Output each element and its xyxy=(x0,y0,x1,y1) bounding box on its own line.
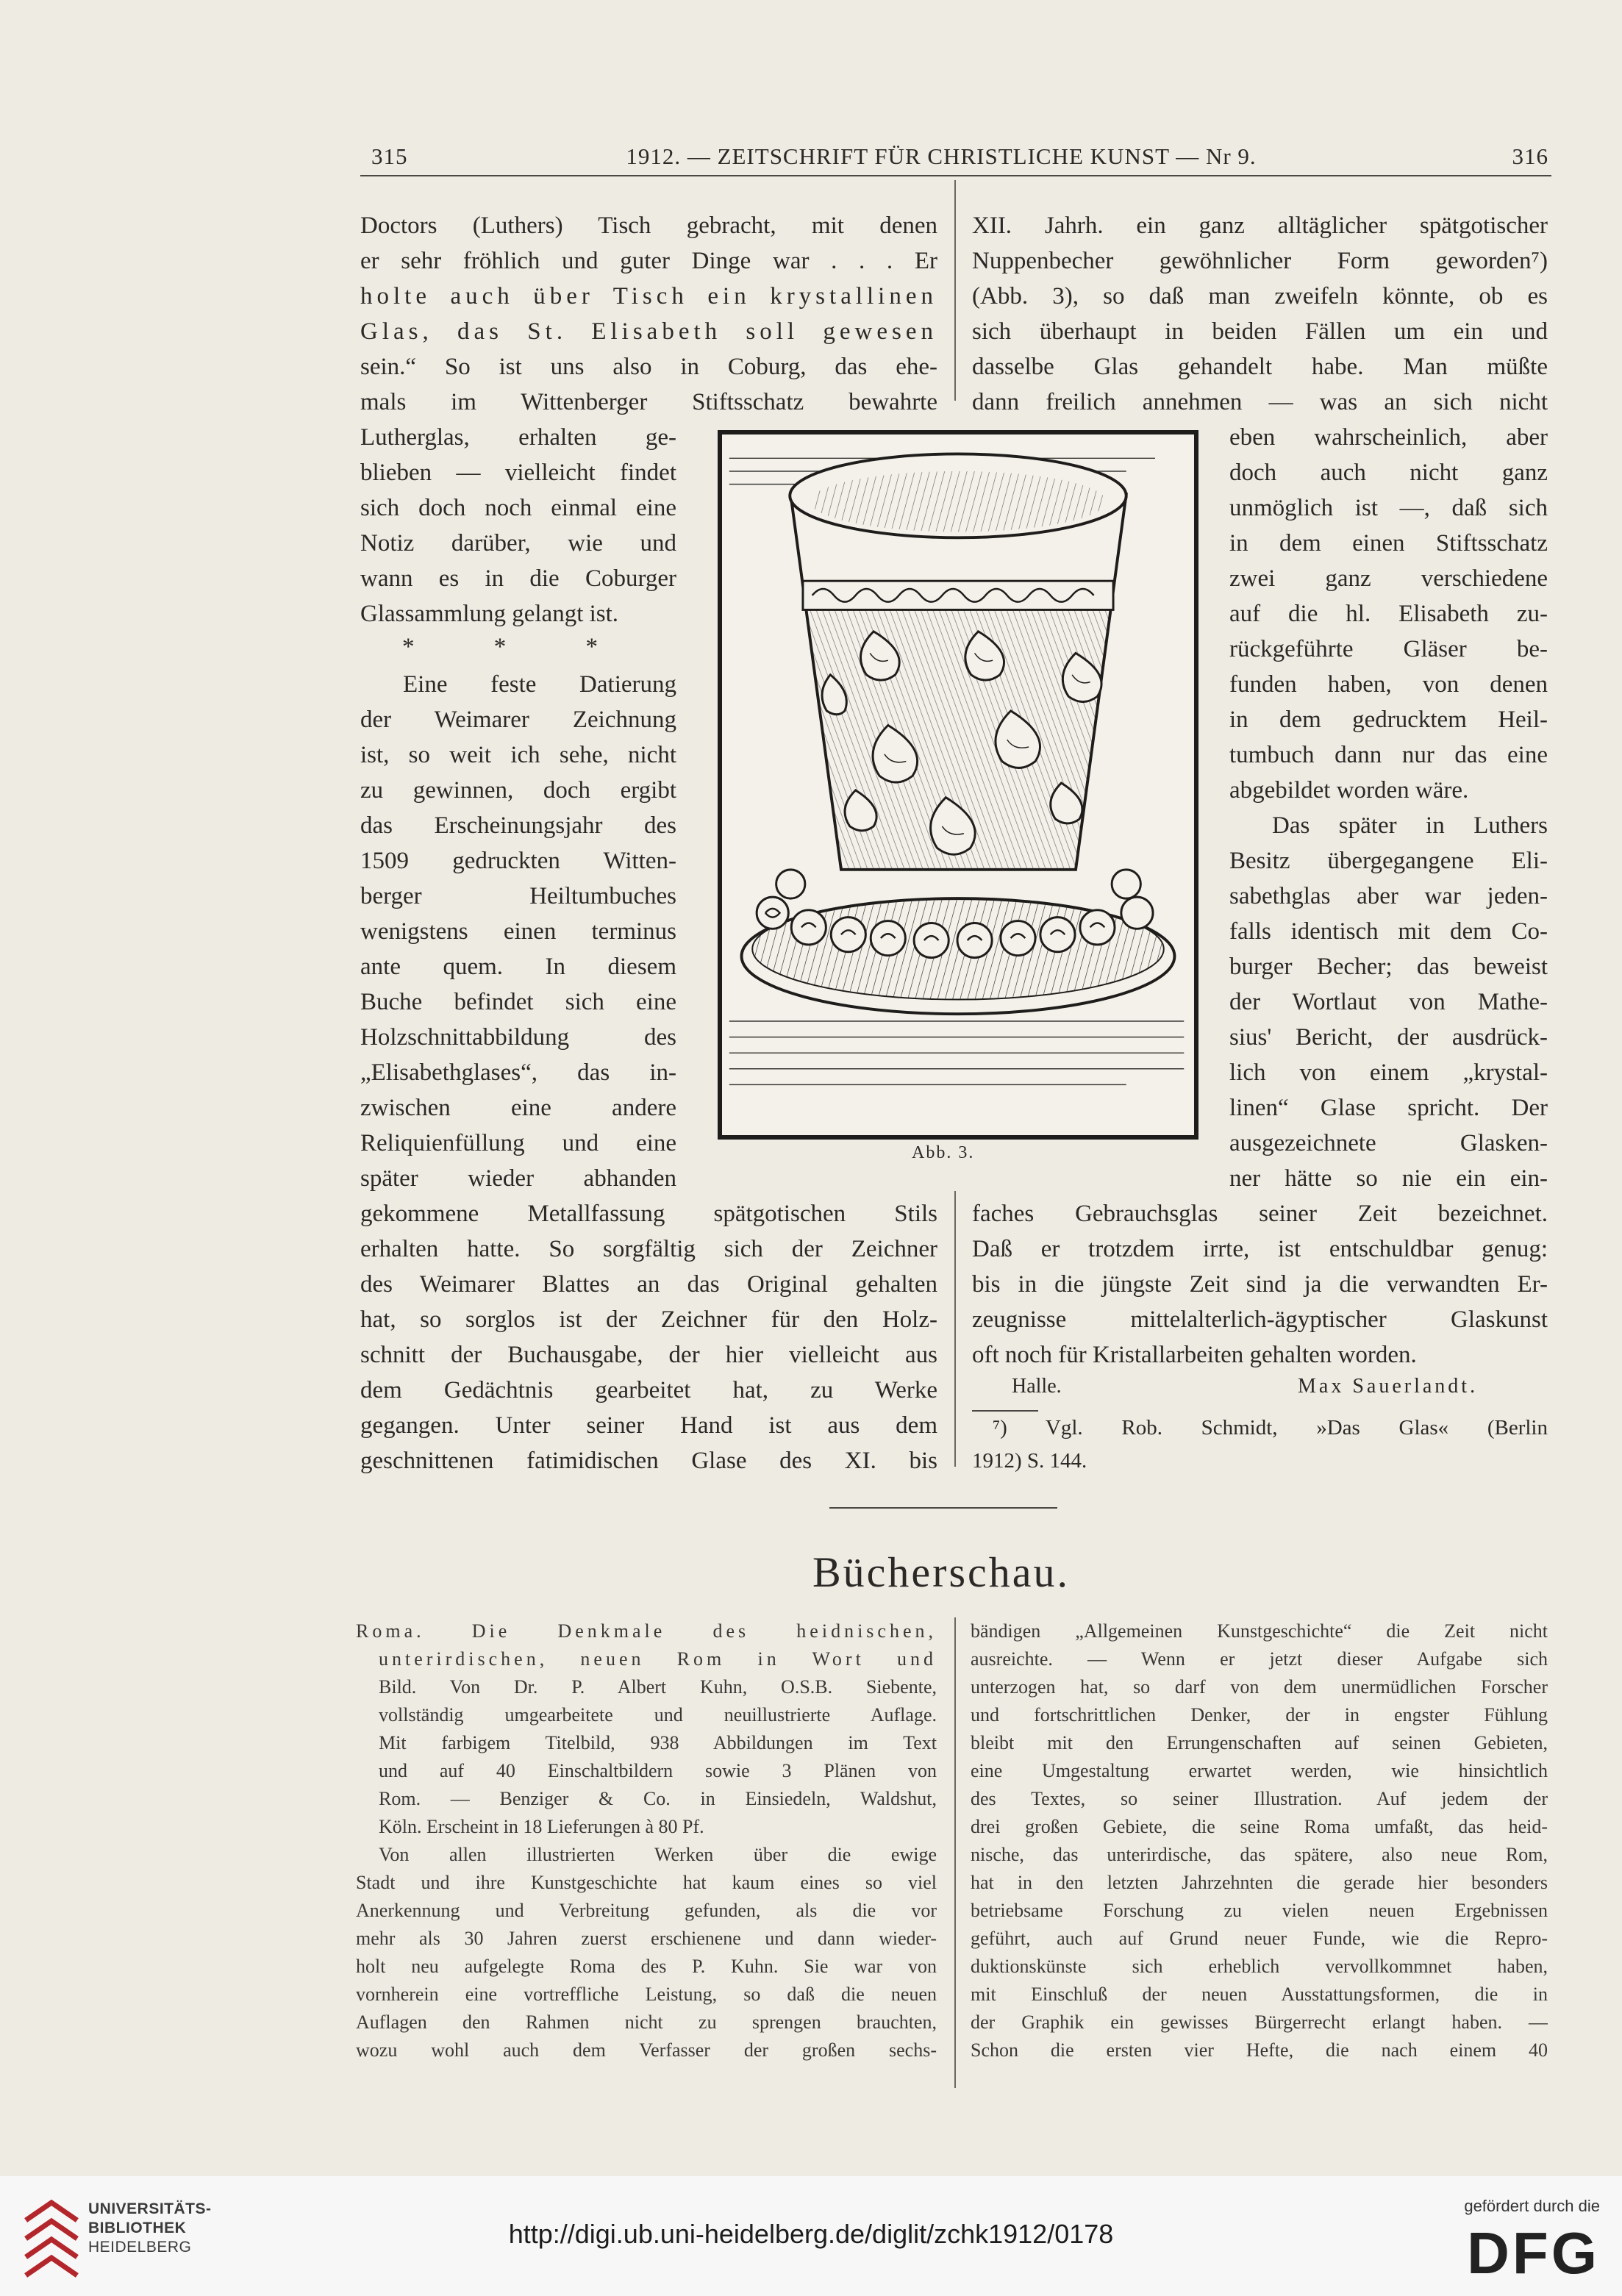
text-line: dasselbe Glas gehandelt habe. Man müßte xyxy=(972,354,1548,380)
text-line: holte auch über Tisch ein krystallinen xyxy=(360,283,937,310)
text-line: der Weimarer Zeichnung xyxy=(360,707,676,733)
text-line: ist, so weit ich sehe, nicht xyxy=(360,742,676,768)
review-line: Auflagen den Rahmen nicht zu sprengen brauchten, xyxy=(356,2011,937,2033)
text-line: zwei ganz verschiedene xyxy=(1229,565,1548,592)
review-line: mit Einschluß der neuen Ausstattungsformen, die in xyxy=(971,1984,1548,2005)
text-line: Daß er trotzdem irrte, ist entschuldbar genug: xyxy=(972,1236,1548,1262)
review-line: vollständig umgearbeitete und neuillustrierte Auflage. xyxy=(379,1704,937,1725)
text-line: sius' Bericht, der ausdrück- xyxy=(1229,1024,1548,1051)
text-line: Eine feste Datierung xyxy=(403,671,676,698)
beaker-illustration xyxy=(722,434,1194,1135)
text-line: eben wahrscheinlich, aber xyxy=(1229,424,1548,451)
review-line: geführt, auch auf Grund neuer Funde, wie die Repro- xyxy=(971,1928,1548,1949)
text-line: gekommene Metallfassung spätgotischen Stils xyxy=(360,1201,937,1227)
text-line: faches Gebrauchsglas seiner Zeit bezeichnet. xyxy=(972,1201,1548,1227)
running-title: 1912. — ZEITSCHRIFT FÜR CHRISTLICHE KUNST — Nr 9. xyxy=(626,143,1257,169)
text-line: Holzschnittabbildung des xyxy=(360,1024,676,1051)
text-line: ausgezeichnete Glasken- xyxy=(1229,1130,1548,1156)
text-line: sich überhaupt in beiden Fällen um ein und xyxy=(972,318,1548,345)
review-line: unterirdischen, neuen Rom in Wort und xyxy=(379,1648,937,1670)
text-line: ante quem. In diesem xyxy=(360,954,676,980)
signature-author: Max Sauerlandt. xyxy=(1298,1375,1479,1398)
text-line: sich doch noch einmal eine xyxy=(360,495,676,521)
text-line: lich von einem „krystal- xyxy=(1229,1059,1548,1086)
review-line: nische, das unterirdische, das spätere, also neue Rom, xyxy=(971,1844,1548,1865)
text-line: Notiz darüber, wie und xyxy=(360,530,676,557)
footnote-line: 1912) S. 144. xyxy=(972,1449,1087,1473)
review-line: hat in den letzten Jahrzehnten die gerade hier besonders xyxy=(971,1872,1548,1893)
review-line: Stadt und ihre Kunstgeschichte hat kaum eines so viel xyxy=(356,1872,937,1893)
column-divider-top xyxy=(954,180,956,401)
funding-note: gefördert durch die xyxy=(1464,2197,1600,2215)
review-line: der Graphik ein gewisses Bürgerrecht erlangt haben. — xyxy=(971,2011,1548,2033)
text-line: zu gewinnen, doch ergibt xyxy=(360,777,676,804)
text-line: wann es in die Coburger xyxy=(360,565,676,592)
text-line: hat, so sorglos ist der Zeichner für den Holz- xyxy=(360,1306,937,1333)
page-number-left: 315 xyxy=(371,143,408,169)
review-line: mehr als 30 Jahren zuerst erschienene und dann wieder- xyxy=(356,1928,937,1949)
section-title: Bücherschau. xyxy=(812,1548,1071,1596)
library-name-line: HEIDELBERG xyxy=(88,2239,192,2256)
text-line: in dem einen Stiftsschatz xyxy=(1229,530,1548,557)
text-line: blieben — vielleicht findet xyxy=(360,459,676,486)
figure-caption: Abb. 3. xyxy=(912,1143,975,1162)
text-line: bis in die jüngste Zeit sind ja die verwandten Er- xyxy=(972,1271,1548,1298)
text-line: 1509 gedruckten Witten- xyxy=(360,848,676,874)
review-line: Mit farbigem Titelbild, 938 Abbildungen im Text xyxy=(379,1732,937,1753)
signature-place: Halle. xyxy=(1012,1375,1062,1398)
text-line: erhalten hatte. So sorgfältig sich der Zeichner xyxy=(360,1236,937,1262)
review-line: und auf 40 Einschaltbildern sowie 3 Plänen von xyxy=(379,1760,937,1781)
text-line: (Abb. 3), so daß man zweifeln könnte, ob es xyxy=(972,283,1548,310)
review-line: Roma. Die Denkmale des heidnischen, xyxy=(356,1620,937,1642)
woodcut-figure xyxy=(718,430,1198,1140)
text-line: abgebildet worden wäre. xyxy=(1229,777,1469,804)
text-line: doch auch nicht ganz xyxy=(1229,459,1548,486)
text-line: Nuppenbecher gewöhnlicher Form geworden⁷) xyxy=(972,248,1548,274)
text-line: des Weimarer Blattes an das Original gehalten xyxy=(360,1271,937,1298)
review-line: holt neu aufgelegte Roma des P. Kuhn. Sie war von xyxy=(356,1956,937,1977)
text-line: zeugnisse mittelalterlich-ägyptischer Glaskunst xyxy=(972,1306,1548,1333)
text-line: rückgeführte Gläser be- xyxy=(1229,636,1548,662)
page-number-right: 316 xyxy=(1512,143,1548,169)
text-line: burger Becher; das beweist xyxy=(1229,954,1548,980)
text-line: Buche befindet sich eine xyxy=(360,989,676,1015)
review-line: unterzogen hat, so darf von dem unermüdlichen Forscher xyxy=(971,1676,1548,1698)
text-line: dem Gedächtnis gearbeitet hat, zu Werke xyxy=(360,1377,937,1403)
library-name-line: BIBLIOTHEK xyxy=(88,2220,187,2236)
review-line: Schon die ersten vier Hefte, die nach einem 40 xyxy=(971,2039,1548,2061)
permalink-url[interactable]: http://digi.ub.uni-heidelberg.de/diglit/zchk1912/0178 xyxy=(508,2219,1114,2249)
column-divider-review xyxy=(954,1617,956,2088)
text-line: linen“ Glase spricht. Der xyxy=(1229,1095,1548,1121)
section-rule xyxy=(829,1507,1057,1509)
header-rule xyxy=(360,175,1551,176)
text-line: „Elisabethglases“, das in- xyxy=(360,1059,676,1086)
text-line: der Wortlaut von Mathe- xyxy=(1229,989,1548,1015)
text-line: dann freilich annehmen — was an sich nicht xyxy=(972,389,1548,415)
text-line: schnitt der Buchausgabe, der hier vielleicht aus xyxy=(360,1342,937,1368)
text-line: später wieder abhanden xyxy=(360,1165,676,1192)
text-line: mals im Wittenberger Stiftsschatz bewahrte xyxy=(360,389,937,415)
text-line: Glassammlung gelangt ist. xyxy=(360,601,619,627)
library-name-line: UNIVERSITÄTS- xyxy=(88,2200,212,2217)
text-line: Besitz übergegangene Eli- xyxy=(1229,848,1548,874)
review-line: vornherein eine vortreffliche Leistung, so daß die neuen xyxy=(356,1984,937,2005)
text-line: sabethglas aber war jeden- xyxy=(1229,883,1548,909)
text-line: Lutherglas, erhalten ge- xyxy=(360,424,676,451)
review-line: Von allen illustrierten Werken über die ewige xyxy=(379,1844,937,1865)
text-line: er sehr fröhlich und guter Dinge war . . . Er xyxy=(360,248,937,274)
review-line: ausreichte. — Wenn er jetzt dieser Aufgabe sich xyxy=(971,1648,1548,1670)
review-line: duktionskünste sich erheblich vervollkommnet haben, xyxy=(971,1956,1548,1977)
review-line: bleibt mit den Errungenschaften auf seinen Gebieten, xyxy=(971,1732,1548,1753)
review-line: betriebsame Forschung zu vielen neuen Ergebnissen xyxy=(971,1900,1548,1921)
text-line: tumbuch dann nur das eine xyxy=(1229,742,1548,768)
review-line: bändigen „Allgemeinen Kunstgeschichte“ die Zeit nicht xyxy=(971,1620,1548,1642)
text-line: Doctors (Luthers) Tisch gebracht, mit denen xyxy=(360,212,937,239)
review-line: eine Umgestaltung erwartet werden, wie hinsichtlich xyxy=(971,1760,1548,1781)
asterism: * * * xyxy=(402,634,635,660)
review-line: Bild. Von Dr. P. Albert Kuhn, O.S.B. Siebente, xyxy=(379,1676,937,1698)
text-line: Das später in Luthers xyxy=(1272,812,1548,839)
review-line: wozu wohl auch dem Verfasser der großen sechs- xyxy=(356,2039,937,2061)
text-line: ner hätte so nie ein ein- xyxy=(1229,1165,1548,1192)
text-line: unmöglich ist —, daß sich xyxy=(1229,495,1548,521)
review-line: des Textes, so seiner Illustration. Auf jedem der xyxy=(971,1788,1548,1809)
review-line: Rom. — Benziger & Co. in Einsiedeln, Waldshut, xyxy=(379,1788,937,1809)
text-line: falls identisch mit dem Co- xyxy=(1229,918,1548,945)
text-line: oft noch für Kristallarbeiten gehalten worden. xyxy=(972,1342,1417,1368)
footnote-line: ⁷) Vgl. Rob. Schmidt, »Das Glas« (Berlin xyxy=(993,1416,1548,1440)
review-line: Köln. Erscheint in 18 Lieferungen à 80 Pf. xyxy=(379,1816,704,1837)
text-line: zwischen eine andere xyxy=(360,1095,676,1121)
viewer-footer xyxy=(0,2176,1622,2296)
text-line: wenigstens einen terminus xyxy=(360,918,676,945)
review-line: Anerkennung und Verbreitung gefunden, als die vor xyxy=(356,1900,937,1921)
text-line: gegangen. Unter seiner Hand ist aus dem xyxy=(360,1412,937,1439)
text-line: in dem gedrucktem Heil- xyxy=(1229,707,1548,733)
text-line: das Erscheinungsjahr des xyxy=(360,812,676,839)
text-line: geschnittenen fatimidischen Glase des XI. bis xyxy=(360,1448,937,1474)
column-divider-bottom xyxy=(954,1191,956,1467)
text-line: Reliquienfüllung und eine xyxy=(360,1130,676,1156)
text-line: sein.“ So ist uns also in Coburg, das ehe- xyxy=(360,354,937,380)
text-line: funden haben, von denen xyxy=(1229,671,1548,698)
review-line: und fortschrittlichen Denker, der in engster Fühlung xyxy=(971,1704,1548,1725)
text-line: XII. Jahrh. ein ganz alltäglicher spätgotischer xyxy=(972,212,1548,239)
text-line: auf die hl. Elisabeth zu- xyxy=(1229,601,1548,627)
dfg-logo[interactable]: DFG xyxy=(1467,2220,1600,2286)
review-line: drei großen Gebiete, die seine Roma umfaßt, das heid- xyxy=(971,1816,1548,1837)
text-line: berger Heiltumbuches xyxy=(360,883,676,909)
text-line: Glas, das St. Elisabeth soll gewesen xyxy=(360,318,937,345)
